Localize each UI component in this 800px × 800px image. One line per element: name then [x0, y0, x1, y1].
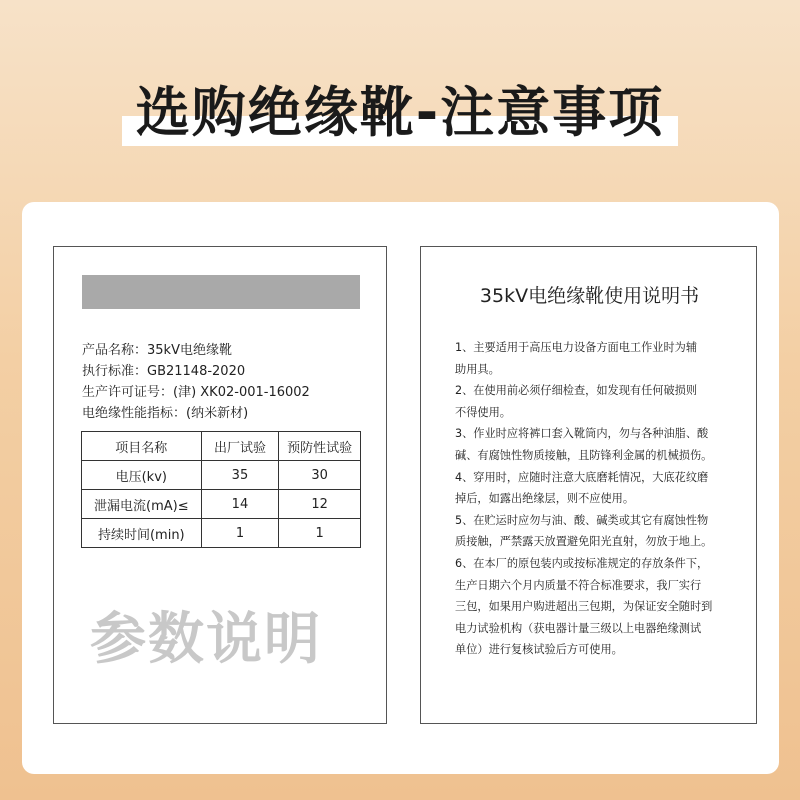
- table-cell: 1: [201, 519, 279, 548]
- content-card: [22, 202, 779, 774]
- parameter-sheet: [53, 246, 387, 724]
- manual-line: 单位）进行复核试验后方可使用。: [455, 643, 623, 657]
- manual-line: 掉后，如露出绝缘层，则不应使用。: [455, 492, 635, 506]
- manual-body: [455, 337, 741, 661]
- headline-area: [0, 62, 800, 152]
- table-header-cell: 预防性试验: [279, 432, 361, 461]
- watermark-text: 参数说明: [90, 607, 322, 672]
- table-cell: 14: [201, 490, 279, 519]
- manual-line: 1、主要适用于高压电力设备方面电工作业时为辅: [455, 341, 698, 354]
- page-title: 选购绝缘靴-注意事项: [135, 81, 665, 144]
- table-cell: 1: [279, 519, 361, 548]
- parameter-table: [81, 431, 361, 548]
- manual-line: 2、在使用前必须仔细检查，如发现有任何破损则: [455, 384, 698, 398]
- table-cell: 泄漏电流(mA)≤: [82, 490, 202, 519]
- manual-line: 碱、有腐蚀性物质接触，且防锋利金属的机械损伤。: [455, 448, 713, 462]
- redaction-bar: [82, 275, 360, 309]
- manual-line: 5、在贮运时应勿与油、酸、碱类或其它有腐蚀性物: [455, 513, 709, 527]
- manual-title: 35kV电绝缘靴使用说明书: [479, 285, 700, 307]
- manual-line: 3、作业时应将裤口套入靴筒内，勿与各种油脂、酸: [455, 427, 709, 441]
- table-row: [82, 519, 361, 548]
- table-cell: 12: [279, 490, 361, 519]
- standard: 执行标准：GB21148-2020: [82, 364, 246, 379]
- table-header-cell: 项目名称: [82, 432, 202, 461]
- manual-line: 6、在本厂的原包装内或按标准规定的存放条件下，: [455, 556, 709, 570]
- manual-line: 质接触，严禁露天放置避免阳光直射，勿放于地上。: [455, 535, 713, 549]
- table-cell: 35: [201, 461, 279, 490]
- manual-sheet: [420, 246, 757, 724]
- table-cell: 30: [279, 461, 361, 490]
- table-row: [82, 490, 361, 519]
- manual-line: 助用具。: [455, 362, 500, 376]
- table-cell: 持续时间(min): [82, 519, 202, 548]
- manual-line: 电力试验机构（获电器计量三级以上电器绝缘测试: [455, 621, 702, 635]
- table-cell: 电压(kv): [82, 461, 202, 490]
- manual-line: 4、穿用时，应随时注意大底磨耗情况，大底花纹磨: [455, 470, 709, 484]
- performance-index: 电绝缘性能指标：(纳米新材): [82, 406, 249, 421]
- manual-line: 不得使用。: [455, 405, 511, 419]
- manual-line: 生产日期六个月内质量不符合标准要求，我厂实行: [455, 578, 702, 592]
- table-row: [82, 461, 361, 490]
- table-header-cell: 出厂试验: [201, 432, 279, 461]
- table-header-row: [82, 432, 361, 461]
- product-name: 产品名称：35kV电绝缘靴: [82, 343, 232, 358]
- manual-line: 三包，如果用户购进超出三包期，为保证安全随时到: [455, 600, 713, 614]
- license-number: 生产许可证号：(津) XK02-001-16002: [82, 385, 310, 400]
